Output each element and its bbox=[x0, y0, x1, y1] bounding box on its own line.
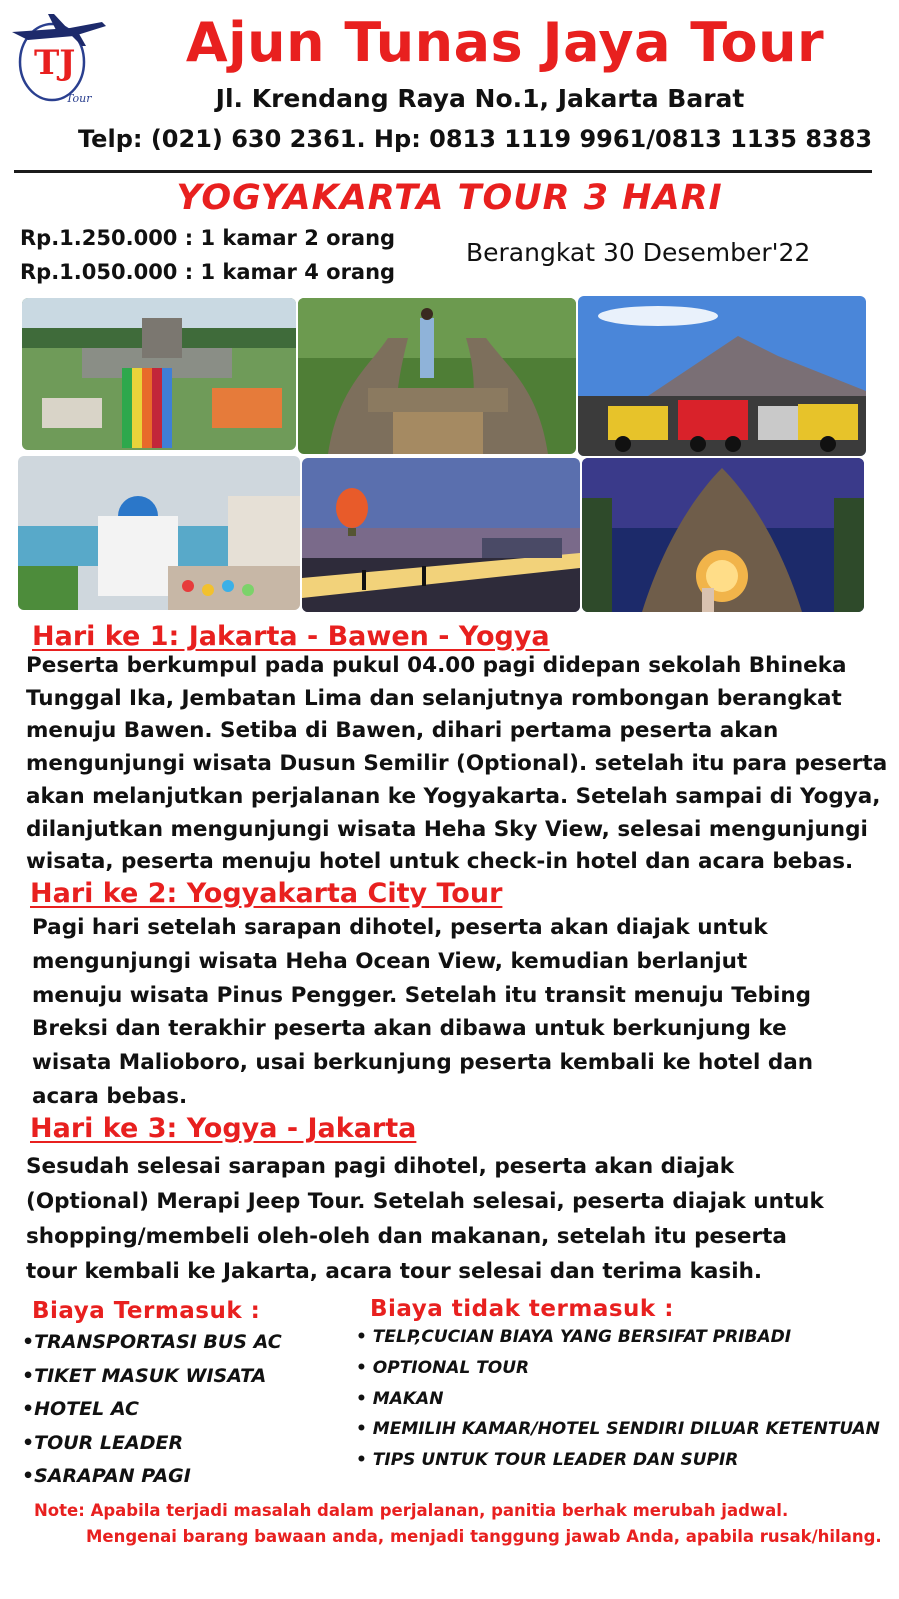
svg-text:Tour: Tour bbox=[66, 92, 92, 105]
list-item: • MAKAN bbox=[356, 1388, 444, 1409]
list-item: • TELP,CUCIAN BIAYA YANG BERSIFAT PRIBADI bbox=[356, 1327, 792, 1347]
company-logo bbox=[8, 10, 112, 106]
day-2-title: Hari ke 2: Yogyakarta City Tour bbox=[30, 878, 503, 909]
price-double: Rp.1.250.000 : 1 kamar 2 orang bbox=[20, 226, 396, 250]
tour-title: YOGYAKARTA TOUR 3 HARI bbox=[176, 178, 723, 218]
list-item: • OPTIONAL TOUR bbox=[356, 1357, 530, 1378]
list-item: •HOTEL AC bbox=[22, 1398, 139, 1421]
list-item: •TIKET MASUK WISATA bbox=[22, 1364, 267, 1387]
photo-heha-sky-view-night bbox=[302, 458, 580, 612]
day-3-title: Hari ke 3: Yogya - Jakarta bbox=[30, 1113, 417, 1144]
header-divider bbox=[14, 170, 872, 173]
photo-heha-nest-night bbox=[582, 458, 864, 612]
company-phones: Telp: (021) 630 2361. Hp: 0813 1119 9961/0813 1135 8383 bbox=[78, 125, 873, 153]
list-item: • MEMILIH KAMAR/HOTEL SENDIRI DILUAR KETENTUAN bbox=[356, 1419, 880, 1440]
photo-merapi-jeep bbox=[578, 296, 866, 456]
list-item: • TIPS UNTUK TOUR LEADER DAN SUPIR bbox=[356, 1450, 739, 1471]
included-list bbox=[22, 1326, 282, 1494]
departure-date: Berangkat 30 Desember'22 bbox=[466, 238, 811, 267]
svg-text:TJ: TJ bbox=[34, 43, 76, 83]
day-1-title: Hari ke 1: Jakarta - Bawen - Yogya bbox=[32, 621, 550, 652]
photo-dusun-semilir bbox=[22, 298, 296, 450]
note-schedule: Note: Apabila terjadi masalah dalam perjalanan, panitia berhak merubah jadwal. bbox=[34, 1501, 789, 1520]
list-item: •TRANSPORTASI BUS AC bbox=[22, 1331, 282, 1353]
note-luggage: Mengenai barang bawaan anda, menjadi tanggung jawab Anda, apabila rusak/hilang. bbox=[86, 1527, 882, 1546]
day-1-description: Peserta berkumpul pada pukul 04.00 pagi didepan sekolah Bhineka Tunggal Ika, Jembatan Lima dan selanjutnya rombongan berangkat menuju Bawen. Setiba di Bawen, dihari pertama peserta akan mengunjungi wisata Dusun Semilir (Optional). setelah itu para peserta akan melanjutkan perjalanan ke Yogyakarta. Setelah sampai di Yogya, dilanjutkan mengunjungi wisata Heha Sky View, selesai mengunjungi wisata, peserta menuju hotel untuk check-in hotel dan acara bebas. bbox=[26, 653, 888, 875]
excluded-title: Biaya tidak termasuk : bbox=[370, 1296, 674, 1322]
excluded-list bbox=[356, 1322, 880, 1476]
included-title: Biaya Termasuk : bbox=[32, 1298, 261, 1324]
company-name: Ajun Tunas Jaya Tour bbox=[185, 11, 825, 74]
company-address: Jl. Krendang Raya No.1, Jakarta Barat bbox=[215, 84, 745, 113]
day-2-description: Pagi hari setelah sarapan dihotel, peserta akan diajak untuk mengunjungi wisata Heha Ocean View, kemudian berlanjut menuju wisata Pinus Pengger. Setelah itu transit menuju Tebing Breksi dan terakhir peserta akan dibawa untuk berkunjung ke wisata Malioboro, usai berkunjung peserta kembali ke hotel dan acara bebas. bbox=[32, 915, 814, 1109]
list-item: •TOUR LEADER bbox=[22, 1431, 184, 1454]
price-quad: Rp.1.050.000 : 1 kamar 4 orang bbox=[20, 260, 396, 284]
photo-heha-ocean-view bbox=[18, 456, 300, 610]
list-item: •SARAPAN PAGI bbox=[22, 1465, 191, 1488]
day-3-description: Sesudah selesai sarapan pagi dihotel, peserta akan diajak (Optional) Merapi Jeep Tour. Setelah selesai, peserta diajak untuk shopping/membeli oleh-oleh dan makanan, setelah itu peserta tour kembali ke Jakarta, acara tour selesai dan terima kasih. bbox=[26, 1154, 824, 1284]
photo-heha-sky-view-nest bbox=[298, 298, 576, 454]
